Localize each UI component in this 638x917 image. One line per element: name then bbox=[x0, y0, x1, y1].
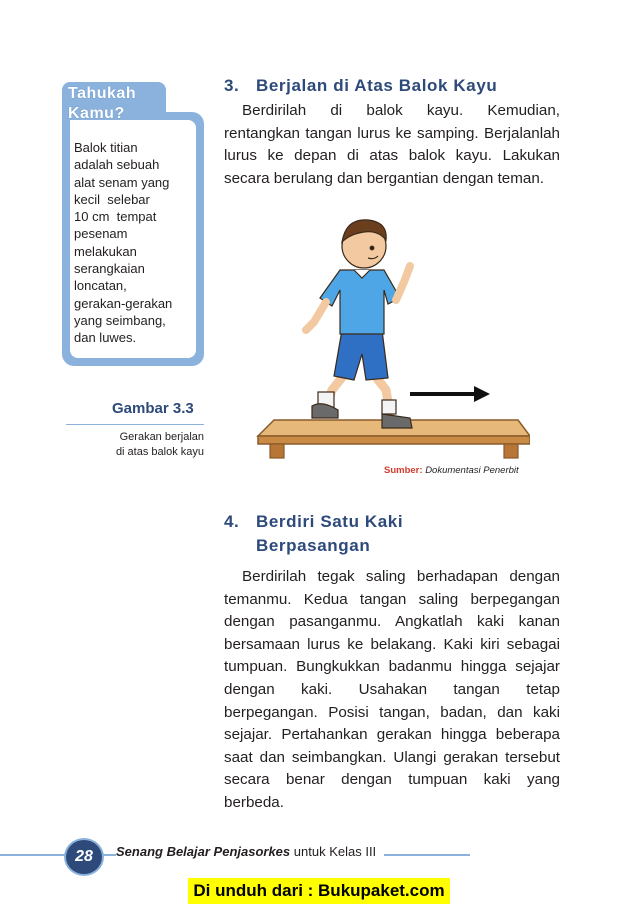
caption-divider bbox=[66, 424, 204, 425]
note-title bbox=[68, 84, 136, 124]
figure-caption-line1: Gerakan berjalan bbox=[119, 431, 204, 443]
note-line: adalah sebuah bbox=[74, 157, 160, 173]
note-line: alat senam yang bbox=[74, 174, 170, 190]
page-number: 28 bbox=[64, 838, 104, 876]
section4-heading bbox=[224, 512, 403, 532]
footer-title: Senang Belajar Penjasorkes bbox=[116, 844, 291, 859]
figure-title: Gambar 3.3 bbox=[112, 400, 194, 417]
note-line: serangkaian bbox=[74, 261, 145, 277]
note-line: gerakan-gerakan bbox=[74, 295, 173, 311]
note-line: Balok titian bbox=[74, 140, 138, 155]
note-title-line1: Tahukah bbox=[68, 85, 137, 102]
note-line: loncatan, bbox=[74, 278, 127, 294]
section4-body: Berdirilah tegak saling berhadapan dengan temanmu. Kedua tangan saling berpegangan dengan pasanganmu. Angkatlah kaki kanan bersamaan lurus ke belakang. Kaki kiri sebagai tumpuan. Bungkukkan badanmu hingga sejajar dengan kaki. Usahakan tangan tetap berpegangan. Posisi tangan, badan, dan kaki sejajar. Pertahankan gerakan hingga beberapa saat dan seimbangkan. Ulangi gerakan tersebut secara benar dengan tumpuan kaki yang berbeda. bbox=[224, 568, 560, 811]
figure-caption-line2: di atas balok kayu bbox=[115, 445, 204, 458]
note-line: 10 cm tempat bbox=[74, 209, 157, 225]
note-text bbox=[74, 139, 198, 347]
footer-subtitle: untuk Kelas III bbox=[293, 844, 377, 859]
note-line: pesenam bbox=[74, 226, 128, 242]
note-line: melakukan bbox=[74, 243, 137, 259]
figure-source-text: Dokumentasi Penerbit bbox=[425, 465, 519, 476]
section3-heading bbox=[224, 76, 497, 96]
boy-figure bbox=[306, 220, 412, 428]
direction-arrow-icon bbox=[410, 386, 490, 402]
section3-body: Berdirilah di balok kayu. Kemudian, rentangkan tangan lurus ke samping. Berjalanlah lurus ke depan di atas balok kayu. Lakukan secara berulang dan bergantian dengan teman. bbox=[224, 102, 560, 187]
note-line: kecil selebar bbox=[74, 191, 150, 207]
figure-source-label: Sumber: bbox=[384, 465, 423, 476]
figure-caption bbox=[88, 430, 204, 459]
note-title-line2: Kamu? bbox=[68, 105, 125, 122]
footer-book-title bbox=[116, 844, 384, 859]
balance-beam-illustration bbox=[250, 178, 530, 464]
note-line: yang seimbang, bbox=[74, 312, 166, 328]
download-banner: Di unduh dari : Bukupaket.com bbox=[188, 878, 450, 904]
figure-source bbox=[384, 465, 519, 476]
section4-title-line1: Berdiri Satu Kaki bbox=[256, 512, 404, 531]
section3-number: 3. bbox=[224, 76, 240, 95]
section4-heading-line2: Berpasangan bbox=[256, 536, 371, 555]
section3-title: Berjalan di Atas Balok Kayu bbox=[256, 76, 498, 95]
section4-number: 4. bbox=[224, 512, 240, 531]
note-line: dan luwes. bbox=[74, 330, 137, 346]
